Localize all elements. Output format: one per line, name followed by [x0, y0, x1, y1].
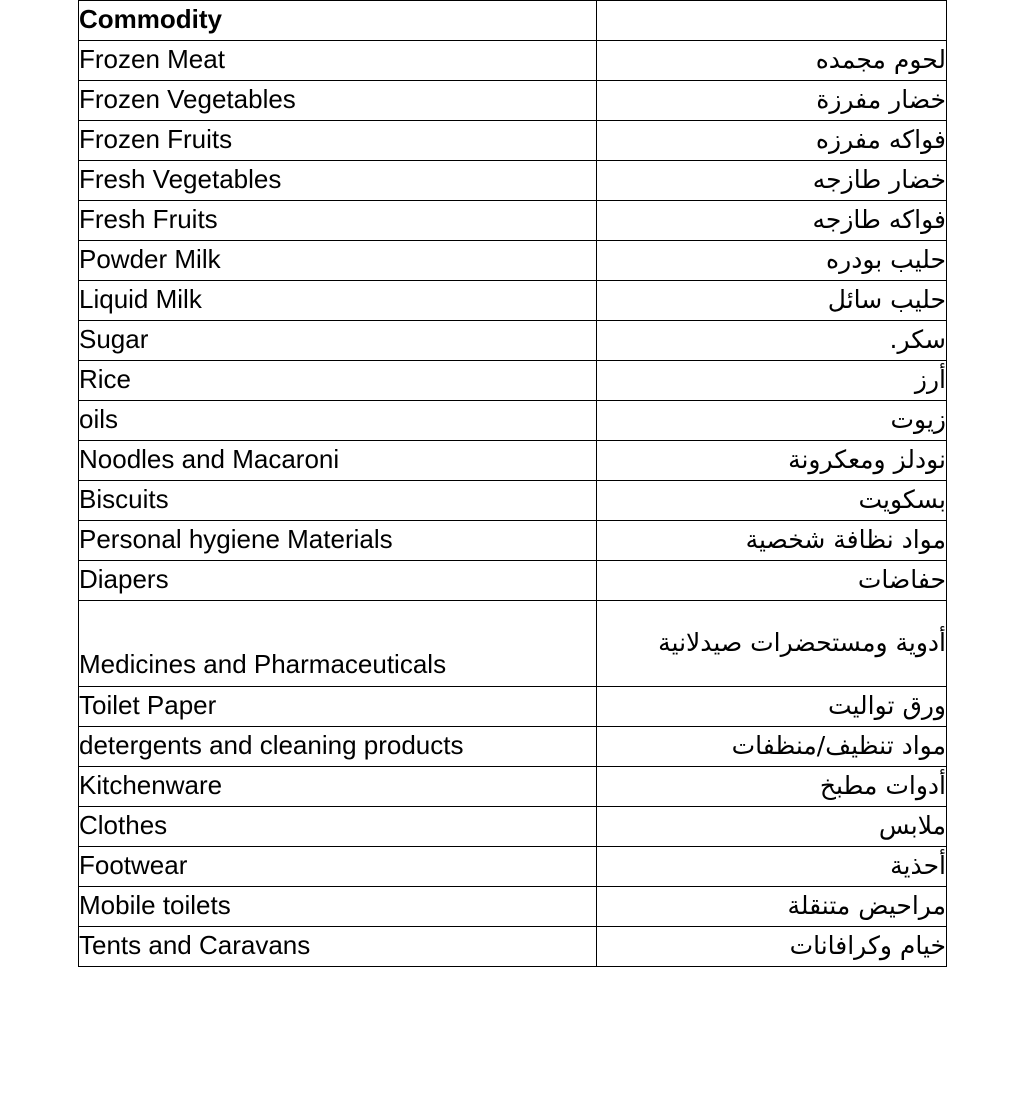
table-row	[79, 727, 947, 767]
table-row	[79, 281, 947, 321]
commodity-name-en: Rice	[79, 361, 597, 401]
commodity-name-en: Frozen Fruits	[79, 121, 597, 161]
commodity-name-en: oils	[79, 401, 597, 441]
commodity-name-en: Personal hygiene Materials	[79, 521, 597, 561]
table-row	[79, 241, 947, 281]
commodity-name-ar: حليب سائل	[597, 281, 947, 321]
commodity-name-en: Frozen Meat	[79, 41, 597, 81]
table-row	[79, 361, 947, 401]
commodity-name-ar: أدوات مطبخ	[597, 767, 947, 807]
table-row	[79, 847, 947, 887]
table-row	[79, 561, 947, 601]
commodity-name-ar: مراحيض متنقلة	[597, 887, 947, 927]
commodity-table	[78, 0, 947, 967]
table-body	[79, 41, 947, 967]
table-row	[79, 807, 947, 847]
table-row	[79, 521, 947, 561]
commodity-name-en: Fresh Vegetables	[79, 161, 597, 201]
commodity-table-wrapper	[78, 0, 946, 967]
commodity-name-en: Mobile toilets	[79, 887, 597, 927]
table-row	[79, 687, 947, 727]
commodity-name-ar: حليب بودره	[597, 241, 947, 281]
commodity-name-ar: ورق تواليت	[597, 687, 947, 727]
commodity-name-ar: بسكويت	[597, 481, 947, 521]
table-row	[79, 161, 947, 201]
commodity-name-en: Noodles and Macaroni	[79, 441, 597, 481]
commodity-name-en: Fresh Fruits	[79, 201, 597, 241]
commodity-name-en: Liquid Milk	[79, 281, 597, 321]
table-row	[79, 481, 947, 521]
table-row	[79, 401, 947, 441]
table-row	[79, 767, 947, 807]
commodity-name-ar: خيام وكرافانات	[597, 927, 947, 967]
commodity-name-ar: خضار طازجه	[597, 161, 947, 201]
commodity-name-en: Footwear	[79, 847, 597, 887]
commodity-name-ar: زيوت	[597, 401, 947, 441]
commodity-name-ar: فواكه مفرزه	[597, 121, 947, 161]
commodity-name-en: Tents and Caravans	[79, 927, 597, 967]
commodity-name-en: Sugar	[79, 321, 597, 361]
commodity-name-ar: أدوية ومستحضرات صيدلانية	[597, 601, 947, 687]
commodity-name-ar: فواكه طازجه	[597, 201, 947, 241]
table-row	[79, 41, 947, 81]
commodity-name-en: Toilet Paper	[79, 687, 597, 727]
table-row	[79, 927, 947, 967]
table-row	[79, 121, 947, 161]
commodity-name-ar: مواد نظافة شخصية	[597, 521, 947, 561]
commodity-name-ar: لحوم مجمده	[597, 41, 947, 81]
commodity-name-en: Diapers	[79, 561, 597, 601]
table-row	[79, 601, 947, 687]
column-header-commodity: Commodity	[79, 1, 597, 41]
table-row	[79, 887, 947, 927]
commodity-name-en: detergents and cleaning products	[79, 727, 597, 767]
table-header	[79, 1, 947, 41]
commodity-name-ar: نودلز ومعكرونة	[597, 441, 947, 481]
commodity-name-ar: حفاضات	[597, 561, 947, 601]
commodity-name-en: Powder Milk	[79, 241, 597, 281]
commodity-name-ar: أرز	[597, 361, 947, 401]
commodity-name-en: Medicines and Pharmaceuticals	[79, 601, 597, 687]
commodity-name-ar: سكر.	[597, 321, 947, 361]
commodity-name-en: Clothes	[79, 807, 597, 847]
table-row	[79, 321, 947, 361]
table-header-row	[79, 1, 947, 41]
table-row	[79, 81, 947, 121]
commodity-name-en: Frozen Vegetables	[79, 81, 597, 121]
table-row	[79, 441, 947, 481]
commodity-name-ar: خضار مفرزة	[597, 81, 947, 121]
commodity-name-en: Biscuits	[79, 481, 597, 521]
column-header-commodity-arabic	[597, 1, 947, 41]
commodity-name-ar: ملابس	[597, 807, 947, 847]
commodity-name-ar: أحذية	[597, 847, 947, 887]
commodity-name-ar: مواد تنظيف/منظفات	[597, 727, 947, 767]
table-row	[79, 201, 947, 241]
commodity-name-en: Kitchenware	[79, 767, 597, 807]
